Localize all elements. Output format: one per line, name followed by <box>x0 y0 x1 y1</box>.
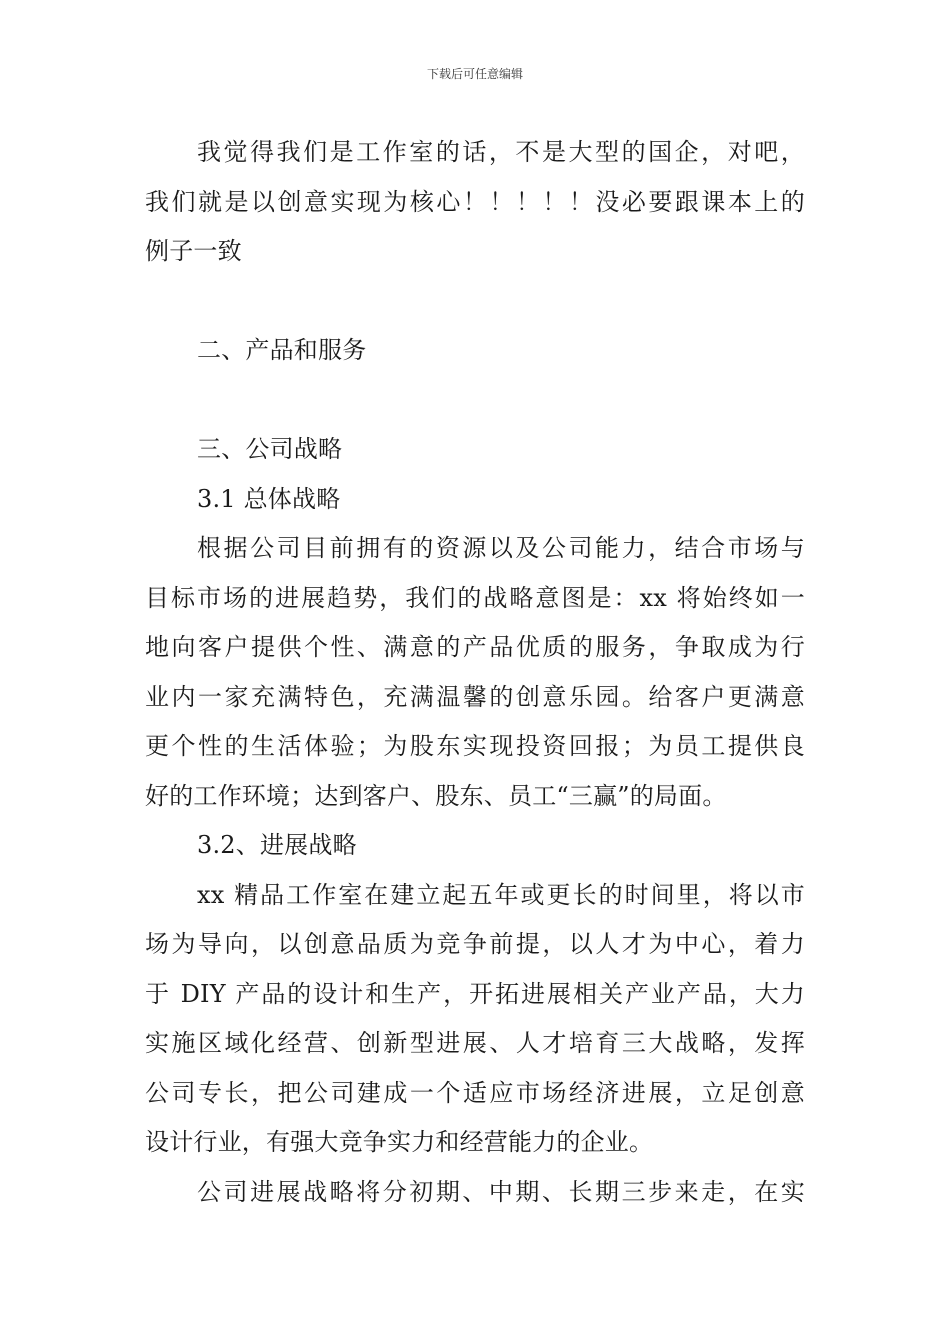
paragraph-line: 业内一家充满特色，充满温馨的创意乐园。给客户更满意 <box>145 682 805 711</box>
paragraph-line: 设计行业，有强大竞争实力和经营能力的企业。 <box>145 1128 654 1156</box>
document-body <box>145 128 805 1217</box>
paragraph-line: xx 精品工作室在建立起五年或更长的时间里，将以市 <box>197 880 805 909</box>
paragraph-line: 公司专长，把公司建成一个适应市场经济进展，立足创意 <box>145 1078 805 1107</box>
paragraph-line: 我们就是以创意实现为核心！！！！！没必要跟课本上的 <box>145 187 805 216</box>
paragraph-line: 于 DIY 产品的设计和生产，开拓进展相关产业产品，大力 <box>145 979 805 1008</box>
subsection-heading-development: 3.2、进展战略 <box>197 831 357 859</box>
paragraph-line: 目标市场的进展趋势，我们的战略意图是：xx 将始终如一 <box>145 583 805 612</box>
paragraph-line: 例子一致 <box>145 237 242 265</box>
section-heading-strategy: 三、公司战略 <box>197 435 343 463</box>
blank-line <box>145 277 805 327</box>
blank-line <box>145 376 805 426</box>
subsection-heading-overall: 3.1 总体战略 <box>197 484 341 513</box>
paragraph-line: 根据公司目前拥有的资源以及公司能力，结合市场与 <box>197 534 805 562</box>
paragraph-line: 我觉得我们是工作室的话，不是大型的国企，对吧， <box>197 138 805 166</box>
section-heading-products: 二、产品和服务 <box>197 336 367 364</box>
paragraph-line: 地向客户提供个性、满意的产品优质的服务，争取成为行 <box>145 633 805 661</box>
paragraph-line: 场为导向，以创意品质为竞争前提，以人才为中心，着力 <box>145 930 805 958</box>
paragraph-line: 实施区域化经营、创新型进展、人才培育三大战略，发挥 <box>145 1029 805 1057</box>
paragraph-line: 更个性的生活体验；为股东实现投资回报；为员工提供良 <box>145 732 805 760</box>
paragraph-line: 好的工作环境；达到客户、股东、员工“三赢”的局面。 <box>145 781 727 810</box>
page-header-note: 下载后可任意编辑 <box>426 67 523 81</box>
paragraph-line: 公司进展战略将分初期、中期、长期三步来走，在实 <box>197 1177 805 1206</box>
